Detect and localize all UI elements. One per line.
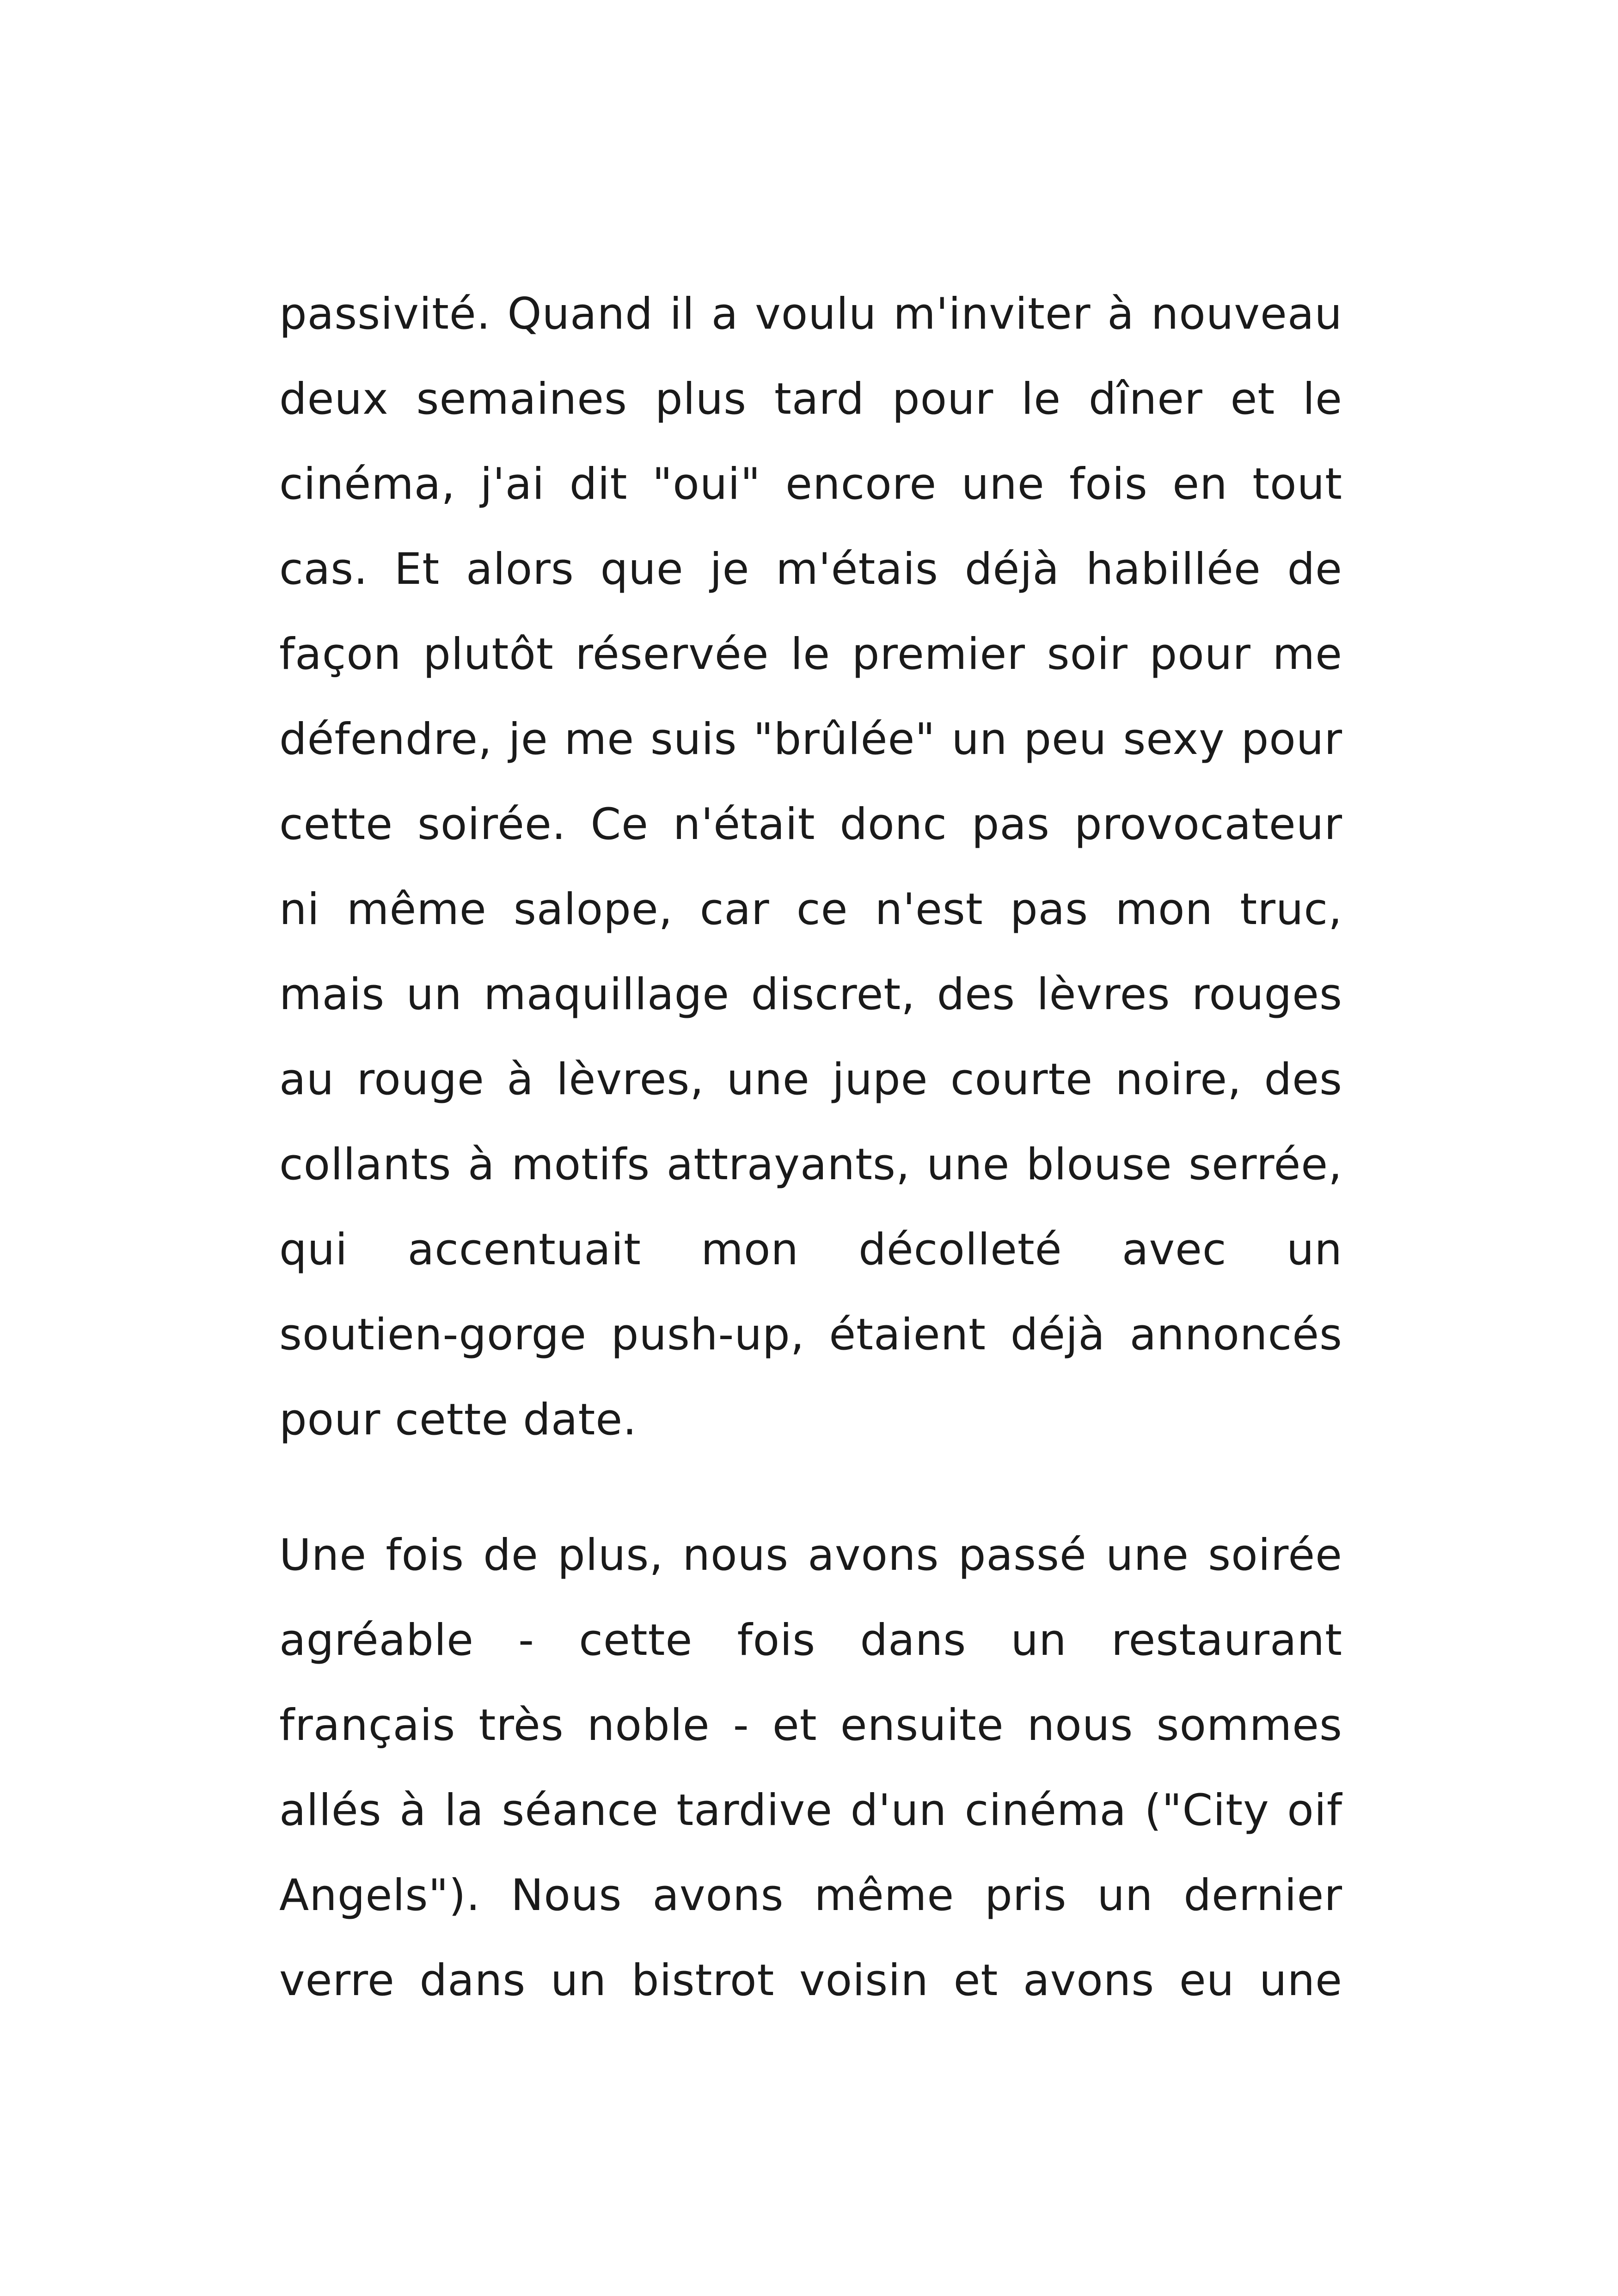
text-line: cas. Et alors que je m'étais déjà habillée de — [279, 544, 1342, 594]
text-line: agréable - cette fois dans un restaurant — [279, 1615, 1342, 1665]
text-line: façon plutôt réservée le premier soir pour me — [279, 629, 1342, 680]
text-line: au rouge à lèvres, une jupe courte noire, des — [279, 1054, 1342, 1105]
text-line: passivité. Quand il a voulu m'inviter à nouveau — [279, 289, 1342, 339]
text-line: français très noble - et ensuite nous sommes — [279, 1700, 1342, 1751]
text-line: soutien-gorge push-up, étaient déjà annoncés — [279, 1310, 1342, 1360]
paragraph-1 — [279, 272, 1342, 1463]
text-line: allés à la séance tardive d'un cinéma ("City oif — [279, 1785, 1342, 1836]
text-line: verre dans un bistrot voisin et avons eu une — [279, 1955, 1342, 2006]
text-line: qui accentuait mon décolleté avec un — [279, 1225, 1342, 1275]
text-line: cinéma, j'ai dit "oui" encore une fois en tout — [279, 459, 1342, 509]
text-line: cette soirée. Ce n'était donc pas provocateur — [279, 799, 1342, 850]
text-line: deux semaines plus tard pour le dîner et le — [279, 374, 1342, 424]
text-line: Angels"). Nous avons même pris un dernier — [279, 1870, 1342, 1921]
paragraph-2 — [279, 1513, 1342, 2023]
text-line: collants à motifs attrayants, une blouse serrée, — [279, 1139, 1342, 1190]
text-line: ni même salope, car ce n'est pas mon truc, — [279, 884, 1342, 935]
text-line: défendre, je me suis "brûlée" un peu sexy pour — [279, 714, 1342, 765]
text-line: pour cette date. — [279, 1395, 637, 1445]
text-line: Une fois de plus, nous avons passé une soirée — [279, 1530, 1342, 1580]
text-line: mais un maquillage discret, des lèvres rouges — [279, 969, 1342, 1020]
